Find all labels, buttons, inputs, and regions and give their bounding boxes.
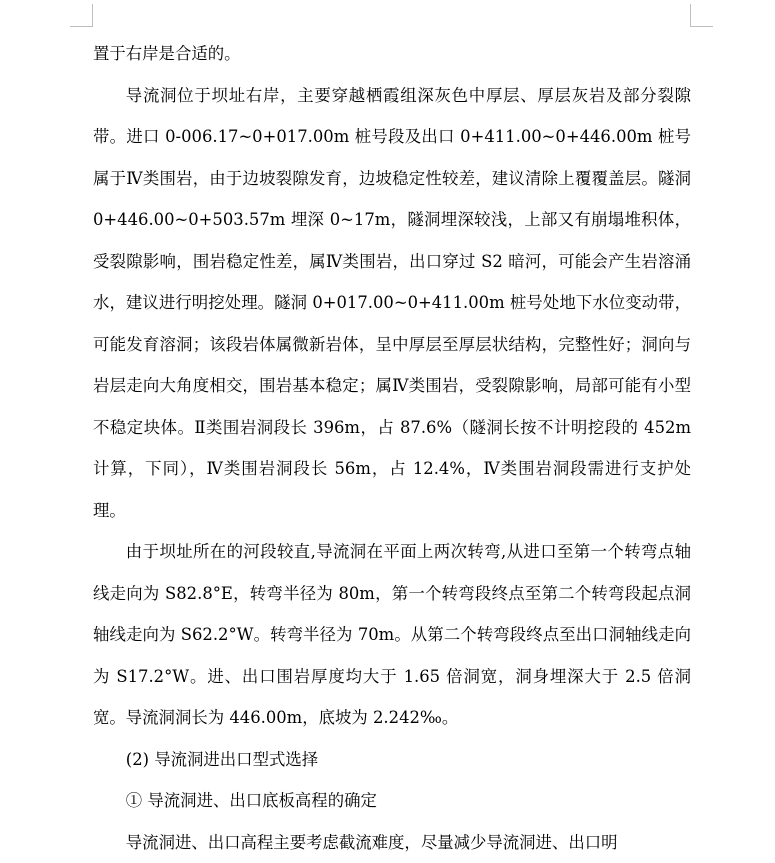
margin-corner-top-left	[70, 4, 93, 27]
paragraph-alignment: 由于坝址所在的河段较直,导流洞在平面上两次转弯,从进口至第一个转弯点轴线走向为 S82.8°E，转弯半径为 80m，第一个转弯段终点至第二个转弯段起点洞轴线走向为 S62.2°W。转弯半径为 70m。从第二个转弯段终点至出口洞轴线走向为 S17.2°W。进、出口围岩厚度均大于 1.65 倍洞宽，洞身埋深大于 2.5 倍洞宽。导流洞洞长为 446.00m，底坡为 2.242‰。	[93, 531, 691, 739]
body-text	[93, 33, 691, 863]
heading-inlet-outlet-type: (2) 导流洞进出口型式选择	[93, 739, 691, 781]
heading-floor-elevation: ① 导流洞进、出口底板高程的确定	[93, 780, 691, 822]
paragraph-geology: 导流洞位于坝址右岸，主要穿越栖霞组深灰色中厚层、厚层灰岩及部分裂隙带。进口 0-006.17~0+017.00m 桩号段及出口 0+411.00~0+446.00m 桩号属于Ⅳ类围岩，由于边坡裂隙发育，边坡稳定性较差，建议清除上覆覆盖层。隧洞 0+446.00~0+503.57m 埋深 0~17m，隧洞埋深较浅，上部又有崩塌堆积体，受裂隙影响，围岩稳定性差，属Ⅳ类围岩，出口穿过 S2 暗河，可能会产生岩溶涌水，建议进行明挖处理。隧洞 0+017.00~0+411.00m 桩号处地下水位变动带，可能发育溶洞；该段岩体属微新岩体，呈中厚层至厚层状结构，完整性好；洞向与岩层走向大角度相交，围岩基本稳定；属Ⅳ类围岩，受裂隙影响，局部可能有小型不稳定块体。Ⅱ类围岩洞段长 396m，占 87.6%（隧洞长按不计明挖段的 452m 计算，下同），Ⅳ类围岩洞段长 56m，占 12.4%，Ⅳ类围岩洞段需进行支护处理。	[93, 75, 691, 532]
paragraph-elevation: 导流洞进、出口高程主要考虑截流难度，尽量减少导流洞进、出口明	[93, 822, 691, 863]
margin-corner-top-right	[690, 4, 713, 27]
paragraph-continuation: 置于右岸是合适的。	[93, 33, 691, 75]
